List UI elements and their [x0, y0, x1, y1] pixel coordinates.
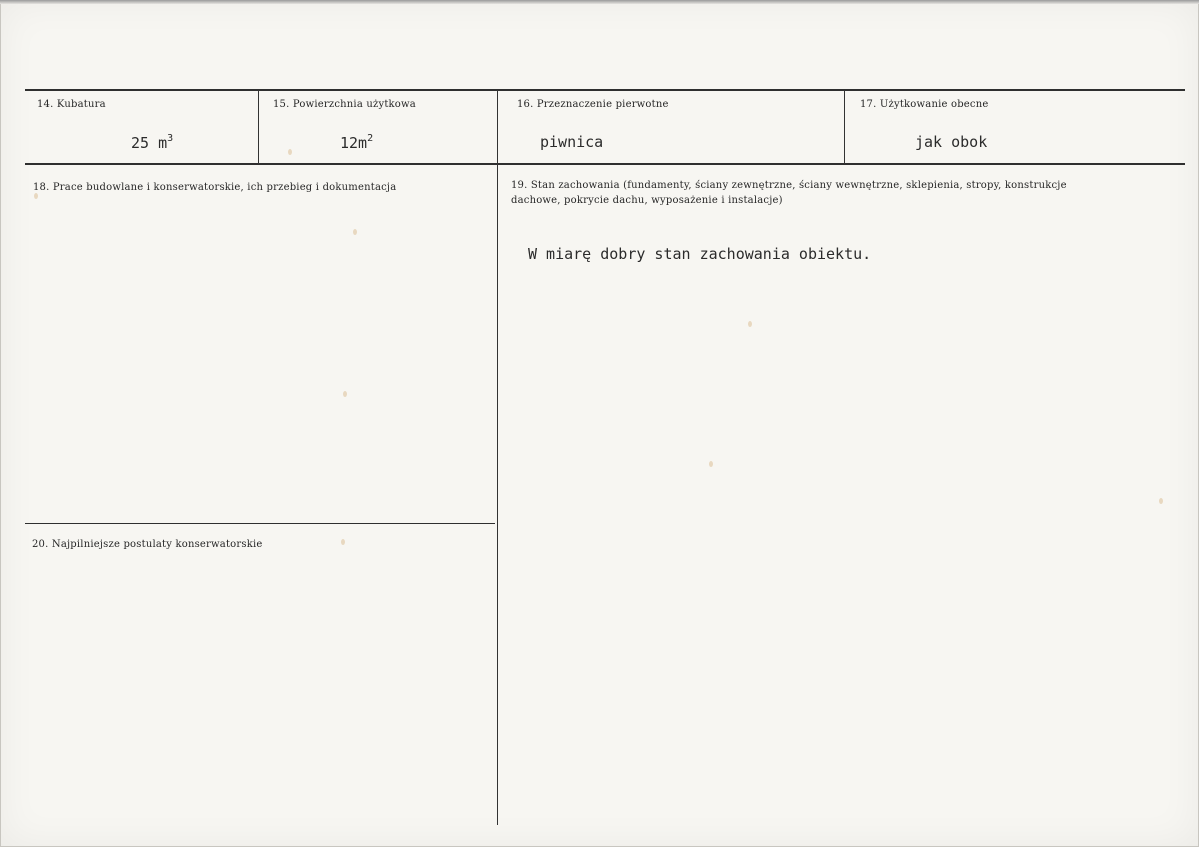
column-divider-2	[497, 90, 498, 825]
column-divider-1	[258, 90, 259, 164]
paper-speck	[341, 539, 345, 545]
field-17-value: jak obok	[915, 133, 988, 151]
field-15-label: 15. Powierzchnia użytkowa	[273, 99, 416, 110]
column-divider-3	[844, 90, 845, 164]
paper-speck	[1159, 498, 1163, 504]
field-15-number: 12m	[340, 134, 368, 152]
section-divider	[25, 523, 495, 524]
field-14-label: 14. Kubatura	[37, 99, 106, 110]
paper-speck	[343, 391, 347, 397]
field-14-value	[131, 133, 173, 152]
scan-top-edge	[0, 0, 1199, 4]
paper-speck	[34, 193, 38, 199]
field-15-exponent: 2	[367, 133, 374, 144]
paper-speck	[709, 461, 713, 467]
field-16-label: 16. Przeznaczenie pierwotne	[517, 99, 669, 110]
field-15-value	[340, 133, 373, 152]
field-14-number: 25 m	[131, 134, 168, 152]
field-19-value: W miarę dobry stan zachowania obiektu.	[528, 245, 872, 263]
middle-rule	[25, 163, 1185, 165]
paper-speck	[353, 229, 357, 235]
paper-speck	[748, 321, 752, 327]
paper-speck	[288, 149, 292, 155]
top-rule	[25, 89, 1185, 91]
field-14-exponent: 3	[167, 133, 174, 144]
field-18-label: 18. Prace budowlane i konserwatorskie, ich przebieg i dokumentacja	[33, 182, 397, 193]
field-20-label: 20. Najpilniejsze postulaty konserwatorskie	[32, 539, 263, 550]
field-19-label: 19. Stan zachowania (fundamenty, ściany zewnętrzne, ściany wewnętrzne, sklepienia, stropy, konstrukcje dachowe, pokrycie dachu, wyposażenie i instalacje)	[511, 180, 1067, 206]
field-17-label: 17. Użytkowanie obecne	[860, 99, 989, 110]
field-16-value: piwnica	[540, 133, 604, 151]
